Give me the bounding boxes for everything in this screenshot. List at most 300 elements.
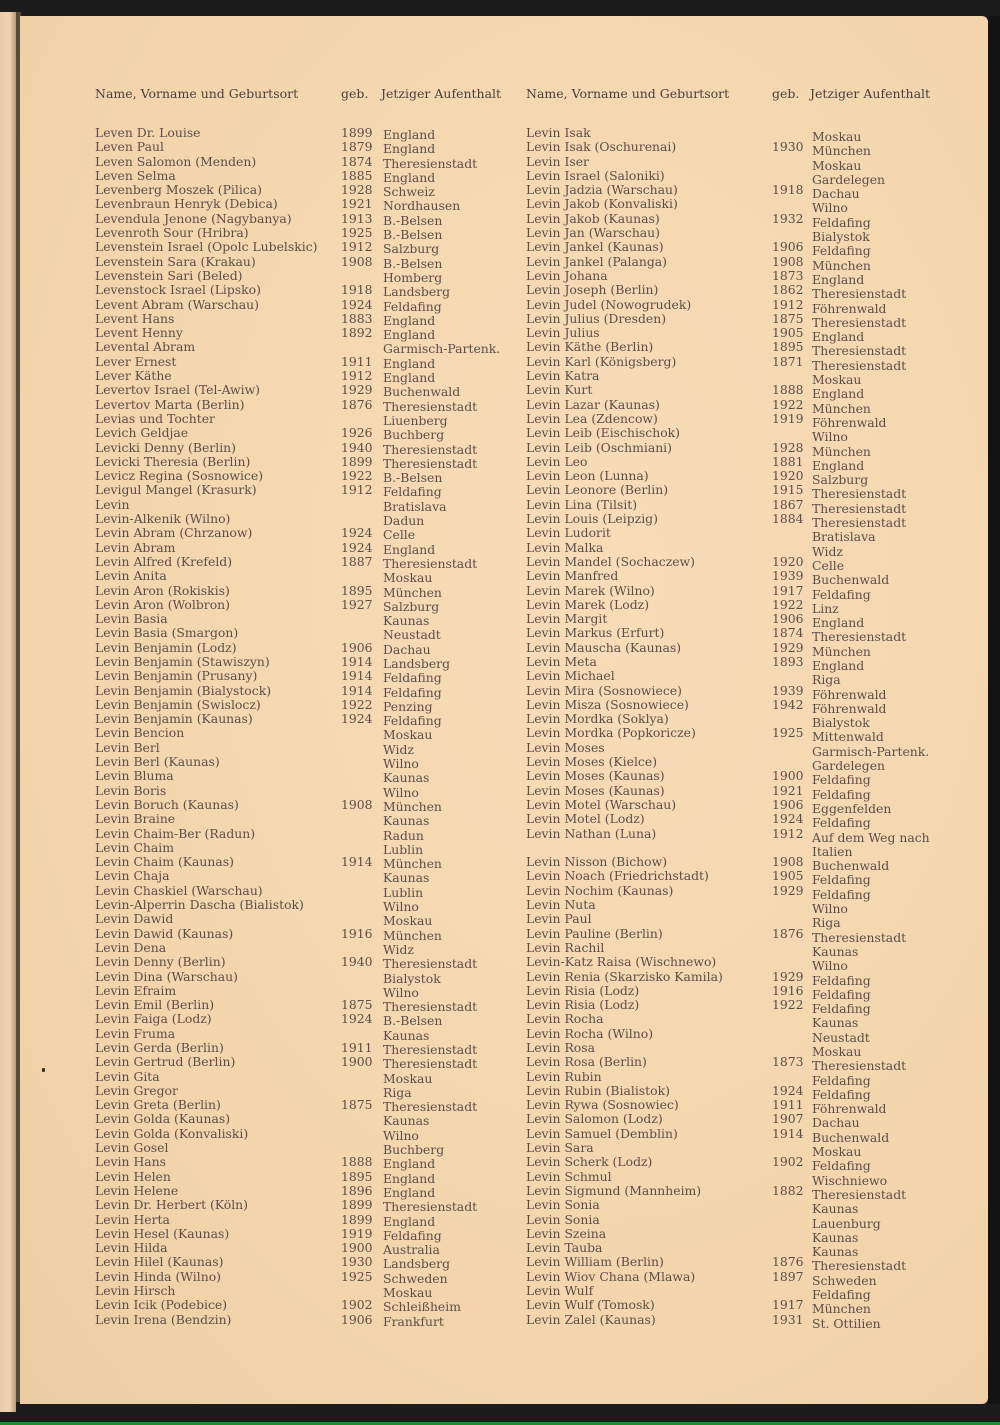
entry-name: Levin Irena (Bendzin)	[95, 1311, 232, 1327]
list-item	[95, 482, 515, 500]
entry-birth-year	[341, 498, 381, 512]
entry-birth-year: 1922	[772, 596, 804, 612]
list-item	[95, 927, 515, 941]
entry-birth-year	[341, 1112, 381, 1126]
entry-birth-year: 1905	[772, 868, 804, 884]
entry-name: Levin Lazar (Kaunas)	[526, 396, 660, 412]
entry-residence: Eggenfelden	[812, 800, 892, 816]
column-header	[526, 86, 966, 126]
list-item	[95, 425, 515, 443]
entry-residence: Wilno	[812, 429, 848, 445]
entry-residence: Neustadt	[812, 1029, 870, 1045]
entry-residence: Feldafing	[383, 298, 442, 314]
entry-birth-year: 1912	[341, 482, 373, 498]
entry-birth-year: 1925	[772, 725, 804, 741]
entry-birth-year: 1925	[341, 225, 373, 241]
entry-birth-year	[772, 1041, 810, 1055]
entry-birth-year	[341, 755, 381, 769]
entry-birth-year	[772, 1027, 810, 1041]
entry-name: Levin Faiga (Lodz)	[95, 1011, 212, 1027]
entry-name: Levin Gertrud (Berlin)	[95, 1054, 236, 1070]
entry-name: Levigul Mangel (Krasurk)	[95, 482, 257, 498]
entry-birth-year: 1940	[341, 439, 373, 455]
entry-residence: England	[383, 127, 436, 142]
entry-residence: England	[383, 1184, 436, 1200]
entry-name: Levin Dena	[95, 939, 167, 955]
entry-name: Leven Selma	[95, 167, 176, 183]
entry-name: Levin Sara	[526, 1140, 594, 1156]
entry-name: Levin Boruch (Kaunas)	[95, 796, 239, 812]
entry-name: Levin Helen	[95, 1168, 171, 1184]
entry-residence: Theresienstadt	[383, 1056, 478, 1072]
entry-residence: Schweiz	[383, 184, 435, 200]
entry-residence: Penzing	[383, 698, 433, 714]
entry-residence: Salzburg	[812, 472, 869, 488]
entry-residence: England	[383, 312, 436, 328]
entry-residence: Moskau	[812, 1144, 862, 1160]
entry-birth-year: 1914	[341, 854, 373, 870]
entry-birth-year	[772, 712, 810, 726]
entry-birth-year	[341, 812, 381, 826]
list-item	[95, 611, 515, 629]
entry-name: Levin Herta	[95, 1211, 170, 1227]
entry-birth-year: 1876	[772, 925, 804, 941]
entry-residence: Moskau	[383, 913, 433, 929]
entry-name: Levin Motel (Warschau)	[526, 796, 677, 812]
entry-residence: Kaunas	[383, 1027, 430, 1043]
entry-name: Levin Moses (Kaunas)	[526, 768, 665, 784]
entry-birth-year: 1875	[772, 310, 804, 326]
entry-birth-year: 1922	[341, 696, 373, 712]
entry-name: Levin Nuta	[526, 897, 596, 913]
entry-birth-year: 1918	[772, 182, 804, 198]
list-item	[526, 625, 966, 645]
entry-name: Leven Dr. Louise	[95, 125, 201, 140]
entry-name: Levin Manfred	[526, 568, 619, 584]
entry-birth-year	[341, 1141, 381, 1155]
entry-birth-year: 1888	[341, 1154, 373, 1170]
entry-name: Levicki Theresia (Berlin)	[95, 453, 251, 469]
entry-name: Levich Geldjae	[95, 425, 189, 441]
entry-residence: Linz	[812, 600, 839, 616]
entry-residence: Buchenwald	[383, 384, 461, 400]
entry-name: Levin Alfred (Krefeld)	[95, 553, 233, 569]
entry-residence: Theresienstadt	[812, 515, 907, 531]
list-item	[95, 126, 515, 140]
entry-name: Levin Julius (Dresden)	[526, 310, 667, 326]
list-item	[95, 984, 515, 998]
entry-name: Levin Hilda	[95, 1240, 168, 1256]
entry-birth-year	[772, 912, 810, 926]
entry-residence: Theresienstadt	[812, 1186, 907, 1202]
entry-residence: England	[383, 141, 436, 157]
entry-birth-year: 1902	[341, 1297, 373, 1313]
entry-birth-year: 1918	[341, 282, 373, 298]
entry-birth-year	[772, 1141, 810, 1155]
entry-name: Levin Renia (Skarzisko Kamila)	[526, 968, 723, 984]
entry-name: Levin Johana	[526, 267, 608, 283]
page-stack-edge	[0, 12, 16, 1412]
entry-residence: Föhrenwald	[812, 700, 887, 716]
entry-name: Levin Karl (Königsberg)	[526, 353, 677, 369]
entry-birth-year: 1916	[341, 925, 373, 941]
entry-birth-year: 1895	[772, 339, 804, 355]
entry-name: Levin Benjamin (Swislocz)	[95, 696, 261, 712]
entry-name: Levin Jakob (Kaunas)	[526, 210, 660, 226]
entry-birth-year: 1873	[772, 1054, 804, 1070]
entry-residence: Salzburg	[383, 598, 440, 614]
entry-birth-year: 1912	[341, 239, 373, 255]
list-item	[95, 1127, 515, 1141]
entry-residence: Theresienstadt	[383, 1099, 478, 1115]
header-born: geb.	[341, 86, 369, 101]
entry-residence: Feldafing	[812, 972, 871, 988]
right-column	[526, 86, 966, 1331]
list-item	[95, 954, 515, 972]
list-item	[95, 970, 515, 984]
entry-name: Levin Lea (Zdencow)	[526, 410, 658, 426]
entry-birth-year: 1906	[341, 1311, 373, 1327]
entry-name: Levin Jankel (Kaunas)	[526, 239, 664, 255]
entry-list	[526, 125, 966, 1331]
entry-residence: B.-Belsen	[383, 1013, 443, 1029]
entry-birth-year	[772, 669, 810, 683]
entry-birth-year: 1920	[772, 553, 804, 569]
entry-name: Levin Efraim	[95, 982, 177, 998]
entry-residence: München	[812, 143, 871, 159]
entry-residence: Lublin	[383, 841, 424, 857]
entry-birth-year: 1924	[341, 525, 373, 541]
list-item	[95, 897, 515, 915]
entry-name: Levent Hans	[95, 310, 175, 326]
list-item	[526, 739, 966, 759]
entry-name: Levin Iser	[526, 153, 589, 169]
entry-residence: England	[812, 329, 865, 345]
entry-residence: B.-Belsen	[383, 470, 443, 486]
entry-name: Levertov Marta (Berlin)	[95, 396, 245, 412]
entry-residence: Dachau	[812, 1115, 860, 1131]
entry-residence: Gardelegen	[812, 758, 886, 774]
entry-birth-year: 1932	[772, 210, 804, 226]
list-item	[95, 768, 515, 786]
entry-name: Levin Julius	[526, 325, 600, 341]
entry-name: Levin Benjamin (Kaunas)	[95, 711, 253, 727]
entry-residence: Neustadt	[383, 627, 441, 643]
entry-name: Levin Misza (Sosnowiece)	[526, 696, 689, 712]
entry-residence: Widz	[383, 941, 414, 957]
entry-name: Levin Sigmund (Mannheim)	[526, 1182, 702, 1198]
list-item	[95, 784, 515, 798]
entry-residence: Feldafing	[383, 670, 442, 686]
entry-birth-year	[341, 626, 381, 640]
entry-residence: Kaunas	[812, 1244, 859, 1260]
entry-name: Levin Schmul	[526, 1168, 612, 1184]
list-item	[95, 312, 515, 326]
entry-name: Levin Sonia	[526, 1197, 600, 1213]
header-born: geb.	[772, 86, 800, 101]
entry-birth-year	[772, 126, 810, 140]
header-name: Name, Vorname und Geburtsort	[526, 86, 730, 101]
entry-birth-year	[341, 884, 381, 898]
entry-birth-year: 1874	[341, 153, 373, 169]
entry-birth-year	[772, 1227, 810, 1241]
entry-residence: Feldafing	[812, 872, 871, 888]
list-item	[526, 1182, 966, 1202]
entry-name: Levin Isak	[526, 125, 591, 140]
entry-name: Levin Rocha	[526, 1011, 604, 1027]
entry-name: Levin	[95, 496, 130, 512]
list-item	[95, 1283, 515, 1301]
entry-name: Levin Aron (Rokiskis)	[95, 582, 230, 598]
entry-name: Levenberg Moszek (Pilica)	[95, 182, 262, 198]
entry-residence: Wilno	[383, 899, 419, 915]
entry-name: Levin Hans	[95, 1154, 166, 1170]
entry-name: Levin Chaim-Ber (Radun)	[95, 825, 256, 841]
entry-name: Levin Risia (Lodz)	[526, 982, 640, 998]
entry-name: Levin Golda (Kaunas)	[95, 1111, 231, 1127]
entry-birth-year: 1884	[772, 511, 804, 527]
entry-name: Levin Fruma	[95, 1025, 176, 1041]
list-item	[95, 169, 515, 183]
entry-residence: Feldafing	[812, 1072, 871, 1088]
page-right-edge	[988, 16, 1000, 1404]
list-item	[95, 584, 515, 598]
list-item	[95, 368, 515, 386]
entry-birth-year: 1920	[772, 468, 804, 484]
entry-residence: Feldafing	[812, 214, 871, 230]
entry-birth-year	[772, 369, 810, 383]
entry-name: Levin Jankel (Palanga)	[526, 253, 668, 269]
list-item	[95, 412, 515, 426]
entry-residence: Frankfurt	[383, 1313, 444, 1329]
list-item	[95, 1184, 515, 1198]
entry-name: Levin Marek (Wilno)	[526, 582, 655, 598]
entry-birth-year: 1912	[772, 296, 804, 312]
entry-residence: Kaunas	[812, 1015, 859, 1031]
entry-birth-year	[341, 898, 381, 912]
entry-birth-year	[341, 412, 381, 426]
entry-residence: Föhrenwald	[812, 686, 887, 702]
entry-residence: Auf dem Weg nach	[812, 829, 930, 845]
entry-name: Levin Rubin (Bialistok)	[526, 1082, 670, 1098]
entry-name: Levin Lina (Tilsit)	[526, 496, 638, 512]
entry-residence: Riga	[383, 1084, 412, 1100]
entry-residence: England	[812, 657, 865, 673]
entry-birth-year: 1927	[341, 596, 373, 612]
list-item	[526, 310, 966, 330]
list-item	[95, 827, 515, 841]
list-item	[95, 568, 515, 586]
entry-birth-year: 1930	[772, 139, 804, 155]
entry-birth-year: 1924	[772, 811, 804, 827]
entry-birth-year: 1921	[772, 782, 804, 798]
list-item	[526, 339, 966, 359]
entry-birth-year: 1924	[341, 539, 373, 555]
entry-name: Levin Rywa (Sosnowiec)	[526, 1097, 679, 1113]
entry-name: Levin Rocha (Wilno)	[526, 1025, 654, 1041]
entry-residence: Wilno	[812, 958, 848, 974]
entry-residence: Theresienstadt	[812, 357, 907, 373]
entry-residence: England	[383, 1170, 436, 1186]
entry-name: Levin Moses (Kaunas)	[526, 782, 665, 798]
entry-residence: Lauenburg	[812, 1215, 881, 1231]
entry-residence: Dadun	[383, 513, 425, 529]
entry-name: Levin Dr. Herbert (Köln)	[95, 1197, 248, 1213]
entry-birth-year: 1897	[772, 1268, 804, 1284]
entry-name: Levin Benjamin (Prusany)	[95, 668, 258, 684]
entry-birth-year: 1899	[341, 1211, 373, 1227]
entry-name: Levin Moses	[526, 739, 605, 755]
entry-birth-year	[772, 197, 810, 211]
entry-name: Levin Boris	[95, 782, 167, 798]
entry-name: Levin Wiov Chana (Mlawa)	[526, 1268, 696, 1284]
entry-birth-year	[341, 1284, 381, 1298]
entry-residence: Liuenberg	[383, 412, 448, 428]
entry-residence: Theresienstadt	[383, 155, 478, 171]
entry-birth-year: 1928	[772, 439, 804, 455]
list-item	[95, 255, 515, 269]
list-item	[95, 941, 515, 955]
list-item	[95, 911, 515, 929]
entry-birth-year	[341, 784, 381, 798]
entry-residence: München	[812, 400, 871, 416]
entry-birth-year: 1940	[341, 954, 373, 970]
entry-birth-year: 1887	[341, 553, 373, 569]
entry-residence: Kaunas	[812, 943, 859, 959]
entry-residence: Kaunas	[383, 1113, 430, 1129]
entry-birth-year	[341, 970, 381, 984]
entry-name: Levin Basia (Smargon)	[95, 625, 239, 641]
entry-name: Levin Mandel (Sochaczew)	[526, 553, 695, 569]
entry-residence: Theresienstadt	[812, 486, 907, 502]
entry-name: Levent Abram (Warschau)	[95, 296, 259, 312]
list-item	[95, 1240, 515, 1258]
list-item	[95, 1254, 515, 1272]
entry-birth-year: 1911	[772, 1097, 804, 1113]
entry-birth-year: 1900	[341, 1240, 373, 1256]
list-item	[95, 798, 515, 812]
header-residence: Jetziger Aufenthalt	[381, 86, 502, 101]
entry-residence: Kaunas	[383, 770, 430, 786]
entry-birth-year	[772, 169, 810, 183]
entry-birth-year: 1875	[341, 1097, 373, 1113]
entry-name: Levenstein Sara (Krakau)	[95, 253, 256, 269]
entry-birth-year	[341, 841, 381, 855]
entry-residence: Homberg	[383, 269, 443, 285]
entry-residence: Kaunas	[812, 1201, 859, 1217]
entry-residence: München	[383, 584, 442, 600]
list-item	[95, 441, 515, 455]
entry-name: Levin Motel (Lodz)	[526, 811, 645, 827]
entry-residence: Feldafing	[812, 586, 871, 602]
entry-name: Levin Emil (Berlin)	[95, 997, 215, 1013]
entry-birth-year: 1876	[772, 1254, 804, 1270]
entry-birth-year: 1922	[772, 997, 804, 1013]
entry-name: Levin Gregor	[95, 1082, 178, 1098]
entry-name: Levin Malka	[526, 539, 604, 555]
entry-name: Levin Mauscha (Kaunas)	[526, 639, 682, 655]
entry-birth-year: 1899	[341, 453, 373, 469]
entry-residence: Moskau	[812, 129, 862, 144]
entry-residence: Dachau	[383, 641, 431, 657]
entry-name: Levin Markus (Erfurt)	[526, 625, 665, 641]
entry-birth-year	[772, 898, 810, 912]
entry-birth-year: 1893	[772, 653, 804, 669]
entry-name: Levin Chaim (Kaunas)	[95, 854, 234, 870]
entry-name: Levin-Alperrin Dascha (Bialistok)	[95, 897, 304, 913]
entry-name: Levin Dina (Warschau)	[95, 968, 238, 984]
list-item	[95, 655, 515, 669]
entry-residence: Föhrenwald	[812, 414, 887, 430]
entry-name: Levin Noach (Friedrichstadt)	[526, 868, 709, 884]
list-item	[526, 496, 966, 516]
entry-birth-year: 1915	[772, 482, 804, 498]
entry-name: Levin Leib (Oschmiani)	[526, 439, 672, 455]
entry-name: Levin Louis (Leipzig)	[526, 511, 658, 527]
list-item	[95, 1140, 515, 1158]
list-item	[526, 482, 966, 502]
entry-name: Levin Mordka (Soklya)	[526, 711, 669, 727]
list-item	[526, 1254, 966, 1274]
entry-birth-year: 1879	[341, 139, 373, 155]
entry-birth-year: 1908	[341, 796, 373, 812]
entry-name: Levin Pauline (Berlin)	[526, 925, 663, 941]
entry-birth-year	[341, 569, 381, 583]
list-item	[95, 868, 515, 886]
entry-residence: Theresienstadt	[812, 629, 907, 645]
entry-birth-year: 1924	[341, 296, 373, 312]
entry-birth-year	[341, 1084, 381, 1098]
entry-residence: Theresienstadt	[383, 1042, 478, 1057]
entry-residence: Kaunas	[383, 613, 430, 629]
entry-residence: Moskau	[383, 1285, 433, 1301]
entry-birth-year: 1875	[341, 997, 373, 1013]
entry-residence: Theresienstadt	[383, 398, 478, 414]
entry-birth-year: 1862	[772, 282, 804, 298]
entry-residence: Feldafing	[383, 1227, 442, 1243]
entry-birth-year	[341, 1027, 381, 1041]
entry-name: Levin Abram	[95, 539, 176, 555]
entry-residence: England	[812, 457, 865, 473]
entry-residence: Theresienstadt	[812, 500, 907, 516]
entry-residence: Widz	[383, 741, 414, 757]
entry-name: Levin Katra	[526, 368, 600, 384]
entry-residence: Theresienstadt	[383, 455, 478, 471]
entry-birth-year: 1905	[772, 325, 804, 341]
entry-birth-year	[341, 512, 381, 526]
entry-name: Levenstein Israel (Opolc Lubelskic)	[95, 239, 318, 255]
entry-residence: Buchberg	[383, 427, 445, 443]
entry-name: Levin Gita	[95, 1068, 160, 1084]
entry-name: Levin Chaja	[95, 868, 170, 884]
entry-birth-year	[772, 755, 810, 769]
entry-residence: Feldafing	[812, 1086, 871, 1102]
entry-residence: Bialystok	[812, 715, 870, 731]
entry-birth-year: 1900	[341, 1054, 373, 1070]
list-item	[95, 182, 515, 200]
entry-residence: Wilno	[383, 756, 419, 772]
entry-residence: München	[383, 798, 442, 814]
entry-residence: Feldafing	[812, 815, 871, 831]
entry-residence: Celle	[383, 527, 416, 543]
entry-residence: Radun	[383, 827, 424, 843]
list-item	[95, 325, 515, 343]
entry-residence: Salzburg	[383, 241, 440, 257]
list-item	[95, 212, 515, 226]
list-item	[95, 555, 515, 569]
entry-residence: Bratislava	[383, 498, 447, 514]
list-item	[95, 668, 515, 686]
